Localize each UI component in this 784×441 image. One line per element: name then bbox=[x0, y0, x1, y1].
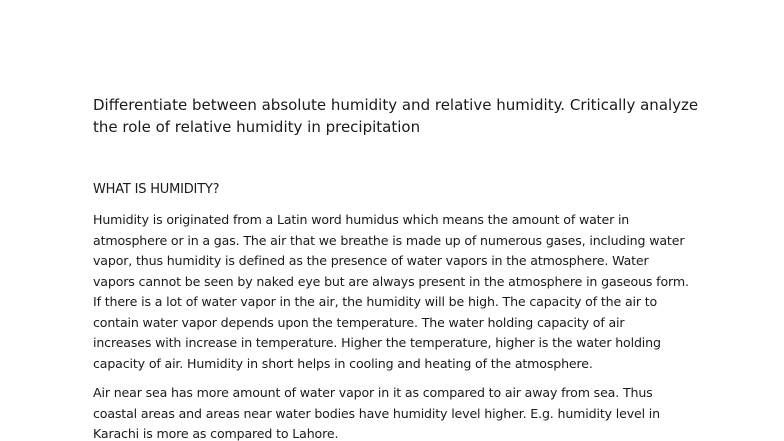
paragraph-line: atmosphere or in a gas. The air that we breathe is made up of numerous gases, including water bbox=[93, 232, 685, 248]
paragraph-line: increases with increase in temperature. Higher the temperature, higher is the water holding bbox=[93, 335, 661, 350]
paragraph-line: vapors cannot be seen by naked eye but are always present in the atmosphere in gaseous form. bbox=[93, 273, 689, 289]
paragraph-line: If there is a lot of water vapor in the air, the humidity will be high. The capacity of the air to bbox=[93, 294, 658, 309]
paragraph-line: Air near sea has more amount of water vapor in it as compared to air away from sea. Thus bbox=[93, 385, 653, 400]
paragraph-humidity-definition bbox=[93, 210, 703, 374]
paragraph-sea-humidity bbox=[93, 383, 703, 441]
paragraph-line: coastal areas and areas near water bodies have humidity level higher. E.g. humidity level in bbox=[93, 405, 660, 421]
title-line: the role of relative humidity in precipitation bbox=[93, 118, 421, 136]
title-line: Differentiate between absolute humidity and relative humidity. Critically analyze bbox=[93, 96, 699, 114]
paragraph-line: Karachi is more as compared to Lahore. bbox=[93, 426, 339, 441]
paragraph-line: capacity of air. Humidity in short helps in cooling and heating of the atmosphere. bbox=[93, 355, 593, 371]
paragraph-line: Humidity is originated from a Latin word humidus which means the amount of water in bbox=[93, 212, 630, 227]
document-title bbox=[93, 94, 733, 138]
paragraph-line: vapor, thus humidity is defined as the presence of water vapors in the atmosphere. Water bbox=[93, 253, 649, 268]
section-heading: WHAT IS HUMIDITY? bbox=[93, 182, 220, 197]
paragraph-line: contain water vapor depends upon the temperature. The water holding capacity of air bbox=[93, 314, 625, 330]
